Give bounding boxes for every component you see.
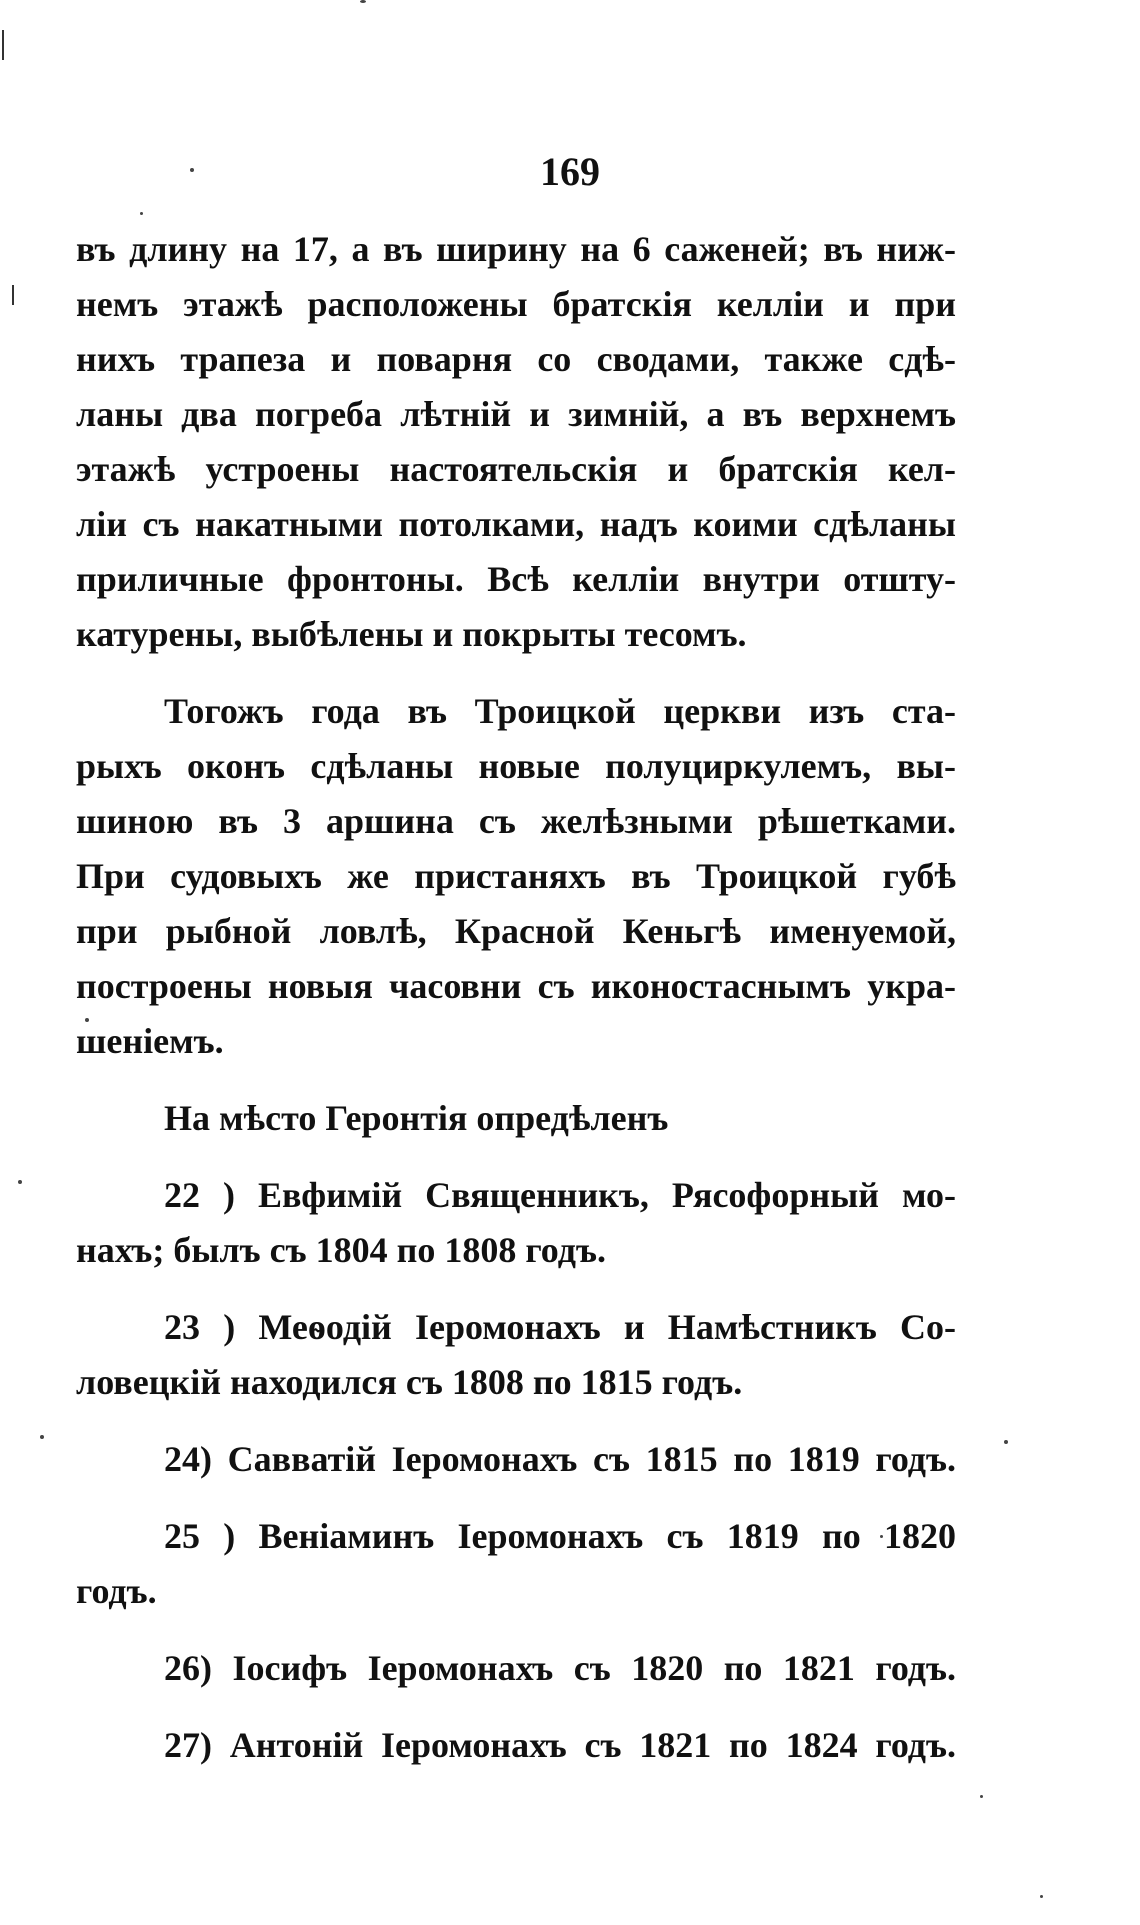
scan-edge-mark: [12, 285, 14, 305]
paragraph: [76, 1091, 956, 1146]
text-line: этажѣ устроены настоятельскія и братскія кел-: [76, 449, 956, 489]
scan-speck: [18, 1180, 22, 1184]
paragraph: [76, 222, 956, 662]
text-line: На мѣсто Геронтія опредѣленъ: [164, 1098, 669, 1138]
page-number: 169: [540, 149, 600, 194]
list-item: [76, 1641, 956, 1696]
text-line: въ длину на 17, а въ ширину на 6 саженей; въ ниж-: [76, 229, 956, 269]
text-line: 26) Іосифъ Іеромонахъ съ 1820 по 1821 годъ.: [164, 1648, 956, 1688]
list-item: [76, 1718, 956, 1773]
text-line: При судовыхъ же пристаняхъ въ Троицкой губѣ: [76, 856, 956, 896]
text-line: 24) Савватій Іеромонахъ съ 1815 по 1819 годъ.: [164, 1439, 956, 1479]
text-line: нахъ; былъ съ 1804 по 1808 годъ.: [76, 1230, 606, 1270]
scan-speck: [1040, 1895, 1043, 1898]
scan-speck: [1004, 1440, 1008, 1444]
text-line: катурены, выбѣлены и покрыты тесомъ.: [76, 614, 747, 654]
text-line: приличные фронтоны. Всѣ келліи внутри отшту-: [76, 559, 956, 599]
list-item: [76, 1300, 956, 1410]
scan-edge-mark: [2, 30, 4, 60]
body-text: [76, 222, 956, 1795]
text-line: немъ этажѣ расположены братскія келліи и при: [76, 284, 956, 324]
text-line: шиною въ 3 аршина съ желѣзными рѣшетками.: [76, 801, 956, 841]
text-line: годъ.: [76, 1571, 157, 1611]
text-line: шеніемъ.: [76, 1021, 224, 1061]
text-line: ліи съ накатными потолками, надъ коими сдѣланы: [76, 504, 956, 544]
text-line: 27) Антоній Іеромонахъ съ 1821 по 1824 годъ.: [164, 1725, 956, 1765]
scan-speck: [140, 212, 143, 215]
text-line: при рыбной ловлѣ, Красной Кеньгѣ именуемой,: [76, 911, 956, 951]
list-item: [76, 1432, 956, 1487]
text-line: 25 ) Веніаминъ Іеромонахъ съ 1819 по 1820: [164, 1516, 956, 1556]
text-line: 22 ) Евфимій Священникъ, Рясофорный мо-: [164, 1175, 956, 1215]
list-item: [76, 1168, 956, 1278]
list-item: [76, 1509, 956, 1619]
text-line: построены новыя часовни съ иконостаснымъ укра-: [76, 966, 956, 1006]
scan-speck: [360, 0, 366, 3]
text-line: Тогожъ года въ Троицкой церкви изъ ста-: [164, 691, 956, 731]
paragraph: [76, 684, 956, 1069]
text-line: ловецкій находился съ 1808 по 1815 годъ.: [76, 1362, 743, 1402]
scan-speck: [980, 1795, 983, 1798]
text-line: рыхъ оконъ сдѣланы новые полуциркулемъ, вы-: [76, 746, 956, 786]
text-line: нихъ трапеза и поварня со сводами, также сдѣ-: [76, 339, 956, 379]
scan-speck: [40, 1435, 44, 1439]
text-line: ланы два погреба лѣтній и зимній, а въ верхнемъ: [76, 394, 956, 434]
text-line: 23 ) Меѳодій Іеромонахъ и Намѣстникъ Со-: [164, 1307, 956, 1347]
